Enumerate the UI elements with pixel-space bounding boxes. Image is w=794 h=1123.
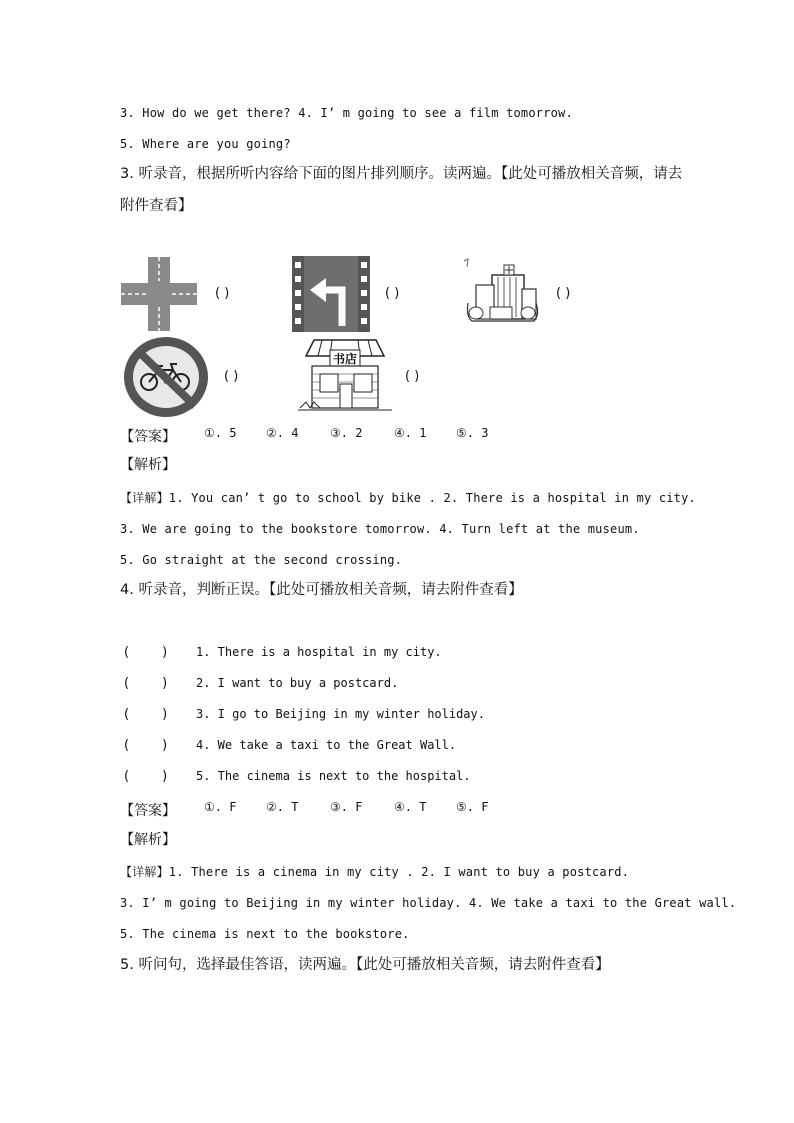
statement-text: 4. We take a taxi to the Great Wall.	[196, 738, 457, 752]
statement-text: 1. There is a hospital in my city.	[196, 645, 442, 659]
answer-blank: ( )	[385, 286, 400, 301]
answer-label: 【答案】	[120, 803, 176, 819]
detail-line: 5. The cinema is next to the bookstore.	[120, 927, 410, 941]
answer-item: ②. 4	[266, 426, 299, 440]
bookstore-image	[298, 338, 394, 414]
crossroad-image	[121, 257, 197, 331]
text-line: 5. Where are you going?	[120, 137, 291, 151]
answer-item: ⑤. F	[456, 800, 489, 814]
question-4-title: 4. 听录音，判断正误。【此处可播放相关音频，请去附件查看】	[120, 582, 523, 598]
hospital-image	[462, 255, 542, 327]
true-false-item	[124, 738, 684, 756]
detail-line: 【详解】1. There is a cinema in my city . 2. I want to buy a postcard.	[120, 865, 630, 879]
answer-item: ③. F	[330, 800, 363, 814]
true-false-item	[124, 707, 684, 725]
answer-blank: ( )	[405, 369, 420, 384]
answer-item: ①. 5	[204, 426, 237, 440]
true-false-item	[124, 676, 684, 694]
statement-text: 5. The cinema is next to the hospital.	[196, 769, 471, 783]
answer-blank: ( )	[124, 738, 168, 753]
detail-line: 3. We are going to the bookstore tomorrow. 4. Turn left at the museum.	[120, 522, 640, 536]
answer-item: ③. 2	[330, 426, 363, 440]
answer-row	[120, 800, 620, 818]
analysis-label: 【解析】	[120, 457, 176, 473]
detail-line: 5. Go straight at the second crossing.	[120, 553, 403, 567]
answer-blank: ( )	[215, 286, 230, 301]
text-line: 3. How do we get there? 4. I’ m going to see a film tomorrow.	[120, 106, 573, 120]
answer-item: ②. T	[266, 800, 299, 814]
answer-blank: ( )	[124, 769, 168, 784]
bookstore-sign-text: 书店	[332, 352, 358, 366]
answer-item: ④. T	[394, 800, 427, 814]
answer-blank: ( )	[124, 676, 168, 691]
answer-blank: ( )	[556, 286, 571, 301]
statement-text: 3. I go to Beijing in my winter holiday.	[196, 707, 485, 721]
answer-row	[120, 426, 620, 444]
analysis-label: 【解析】	[120, 832, 176, 848]
answer-item: ①. F	[204, 800, 237, 814]
answer-blank: ( )	[224, 369, 239, 384]
detail-line: 【详解】1. You can’ t go to school by bike . 2. There is a hospital in my city.	[120, 491, 696, 505]
true-false-item	[124, 645, 684, 663]
statement-text: 2. I want to buy a postcard.	[196, 676, 399, 690]
no-bicycle-sign-image	[123, 336, 209, 418]
answer-blank: ( )	[124, 707, 168, 722]
answer-label: 【答案】	[120, 429, 176, 445]
question-5-title: 5. 听问句，选择最佳答语，读两遍。【此处可播放相关音频，请去附件查看】	[120, 957, 610, 973]
question-3-title: 3. 听录音，根据所听内容给下面的图片排列顺序。读两遍。【此处可播放相关音频，请去	[120, 166, 683, 182]
answer-item: ⑤. 3	[456, 426, 489, 440]
answer-item: ④. 1	[394, 426, 427, 440]
question-3-title-cont: 附件查看】	[120, 198, 193, 214]
turn-left-sign-image	[292, 256, 370, 332]
true-false-item	[124, 769, 684, 787]
answer-blank: ( )	[124, 645, 168, 660]
detail-line: 3. I’ m going to Beijing in my winter holiday. 4. We take a taxi to the Great wall.	[120, 896, 737, 910]
